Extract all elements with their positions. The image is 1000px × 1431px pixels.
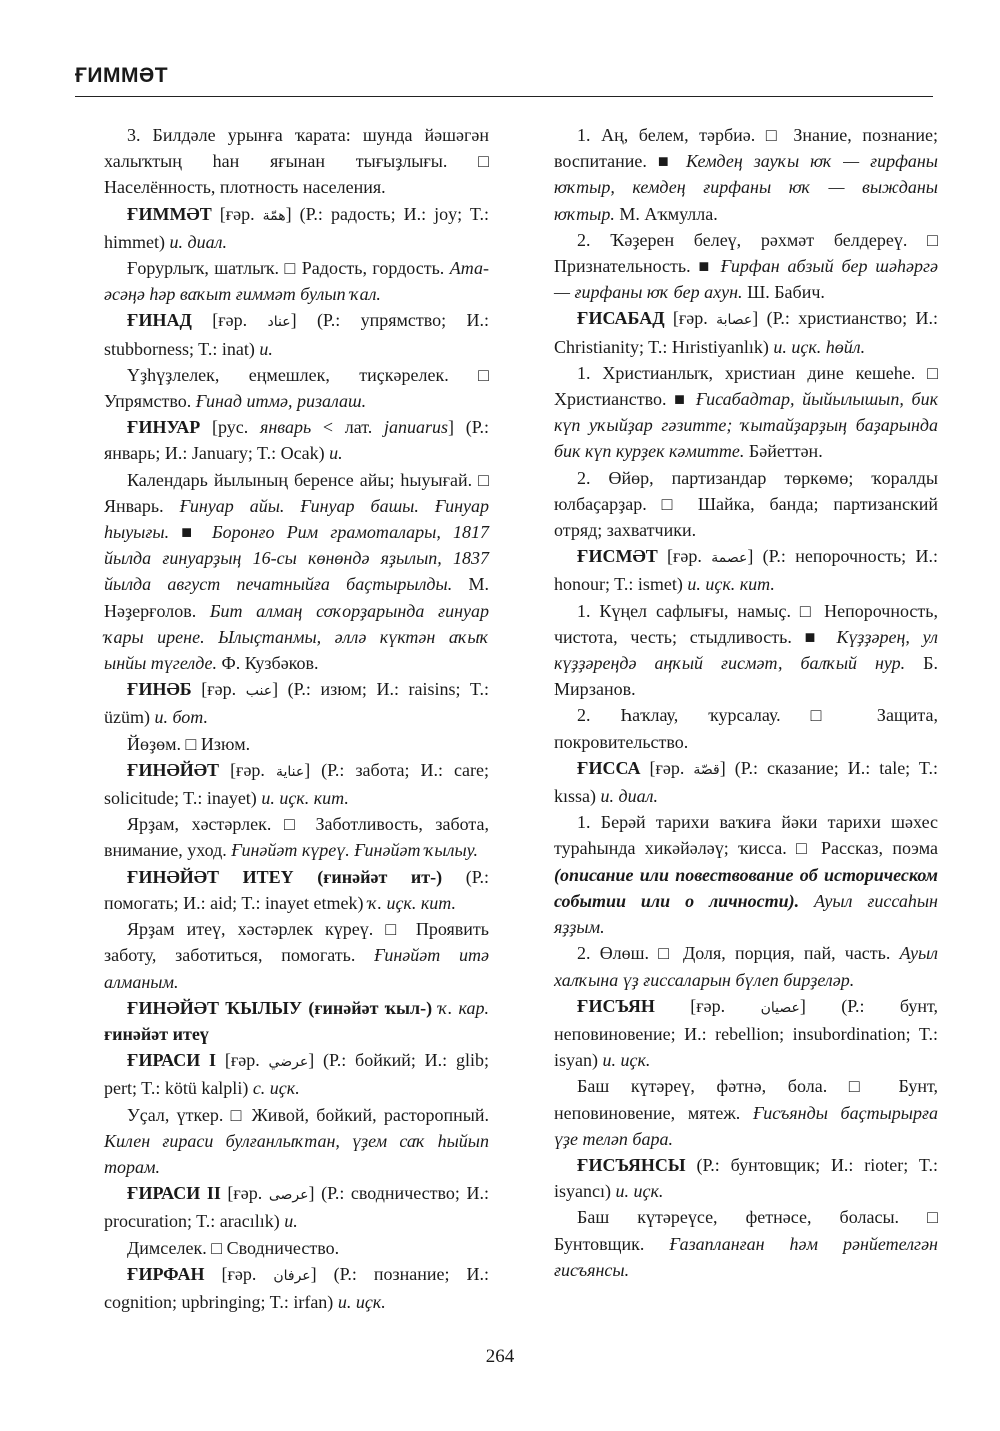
entry-gisyan bbox=[554, 993, 938, 1074]
headword: ҒИССА bbox=[577, 757, 641, 778]
etymology: [ғәр. bbox=[191, 679, 246, 700]
grammar-label: и. иҫк. bbox=[602, 1050, 651, 1071]
headword: ҒИСЪЯН bbox=[577, 995, 655, 1016]
grammar-label: и. иҫк. һөйл. bbox=[773, 336, 866, 357]
definition-paragraph bbox=[554, 465, 938, 544]
example-text: Ғинәйәт күреү. Ғинәйәт ҡылыу. bbox=[231, 840, 479, 861]
example-text: Килен ғираси булғанлыҡтан, үҙем саҡ һыйып торам. bbox=[104, 1130, 489, 1177]
example-text: Ғинад итмә, ризалаш. bbox=[195, 391, 367, 412]
headword: ҒИСАБАД bbox=[577, 308, 665, 329]
definition-paragraph bbox=[554, 122, 938, 227]
definition-text: Баш күтәреүсе, фетнәсе, боласы. □ Бунтовщик. bbox=[554, 1207, 938, 1254]
example-text: ■ Ғисабадтар, йыйылышып, бик күп уҡыйҙар гәзитте; ҡытайҙарҙың баҙарында бик күп курҙек кәмитте. bbox=[554, 389, 938, 462]
etymology: [рус. bbox=[200, 417, 260, 438]
definition-text: Йөҙөм. □ Изюм. bbox=[127, 733, 251, 754]
entry-gismat bbox=[554, 543, 938, 597]
headword: ҒИРАСИ II bbox=[127, 1183, 221, 1204]
definition-text: 1. Берәй тарихи ваҡиға йәки тарихи шәхес тураһында хикәйәләү; ҡисса. □ Рассказ, поэма bbox=[554, 812, 938, 859]
grammar-label: ҡ. иҫк. кит. bbox=[367, 892, 456, 913]
grammar-label: с. иҫк. bbox=[252, 1078, 300, 1099]
definition-text: Үҙһүҙлелек, еңмешлек, тиҫкәрелек. □ Упрямство. bbox=[104, 364, 489, 412]
grammar-label: и. иҫк. bbox=[615, 1181, 664, 1202]
citation-author: Б. Мирзанов. bbox=[554, 653, 938, 700]
etymology: [ғәр. bbox=[664, 308, 717, 329]
translations: ] (Р.: упрямство; И.: stubborness; T.: inat) bbox=[104, 310, 489, 359]
example-text: Ауыл халҡына үҙ ғиссаларын бүлеп бирҙеләр. bbox=[554, 943, 938, 990]
citation-author: Ф. Кузбәков. bbox=[217, 653, 319, 674]
definition-text: 1. Христианлыҡ, христиан дине кешеһе. □ Христианство. bbox=[554, 362, 938, 410]
definition-text: Уҫал, үткер. □ Живой, бойкий, расторопный. bbox=[127, 1104, 489, 1125]
entry-ginayat bbox=[104, 757, 489, 811]
definition-text: 2. Ҡәҙерен белеү, рәхмәт белдереү. □ Признательность. bbox=[554, 229, 938, 277]
translations: ] (Р.: сводничество; И.: procuration; T.: aracılık) bbox=[104, 1183, 489, 1232]
arabic-script: قصّة bbox=[693, 761, 720, 778]
headword: ҒИСЪЯНСЫ bbox=[577, 1154, 686, 1175]
definition-text: 2. Өйөр, партизандар төркөмө; ҡоралды юлбаҫарҙар. □ Шайка, банда; партизанский отряд; захватчики. bbox=[554, 467, 938, 541]
grammar-label: и. bbox=[284, 1211, 298, 1232]
grammar-label: и. бот. bbox=[154, 707, 209, 728]
headword: ҒИНӘБ bbox=[127, 679, 192, 700]
example-text: Ата-әсәңә һәр ваҡыт ғиммәт булып ҡал. bbox=[104, 258, 489, 305]
entry-ginayat-iteu bbox=[104, 864, 489, 916]
example-text: ■ Кемдең зауҡы юҡ — ғирфаны юҡтыр, кемдең ғирфаны юҡ — выжданы юҡтыр. bbox=[554, 151, 938, 224]
definition-paragraph bbox=[554, 227, 938, 306]
page-number: 264 bbox=[485, 1346, 515, 1367]
arabic-script: عرصى bbox=[268, 1187, 309, 1204]
citation-author: М. Аҡмулла. bbox=[614, 203, 718, 224]
grammar-label: и. иҫк. кит. bbox=[687, 574, 775, 595]
definition-paragraph bbox=[554, 809, 938, 940]
example-text: Ғазапланған һәм рәнйетелгән ғисъянсы. bbox=[554, 1233, 938, 1280]
entry-gisabad bbox=[554, 305, 938, 359]
example-text: Ғинәйәт итә алманым. bbox=[104, 945, 490, 992]
definition-text: Ярҙам, хәстәрлек. □ Заботливость, забота, внимание, уход. bbox=[104, 814, 489, 861]
running-head: ҒИММӘТ bbox=[75, 64, 169, 87]
definition-text: 1. Күңел сафлығы, намыҫ. □ Непорочность, чистота, честь; стыдливость. bbox=[554, 600, 938, 647]
example-text: Бит алмаң соҡорҙарында ғинуар ҡары ирене. Ылыҫтанмы, әллә күктән аҡыҡ ынйы түгелде. bbox=[104, 600, 489, 674]
translations: (Р.: бунтовщик; И.: rioter; T.: isyancı) bbox=[554, 1154, 938, 1202]
entry-ginayat-kylyu bbox=[104, 995, 489, 1047]
headword: ҒИНАД bbox=[127, 310, 192, 331]
definition-paragraph bbox=[554, 702, 938, 754]
headword-stem: (ғинәйәт ит-) bbox=[293, 866, 443, 887]
etymology: [ғәр. bbox=[220, 1183, 269, 1204]
etymology: [ғәр. bbox=[191, 310, 268, 331]
gloss-note: (описание или повествование об историческом событии или о личности). bbox=[554, 864, 938, 911]
right-column bbox=[554, 122, 938, 1283]
definition-paragraph bbox=[104, 916, 489, 995]
etymology: [ғәр. bbox=[216, 1050, 269, 1071]
definition-text: Димселек. □ Сводничество. bbox=[127, 1237, 340, 1258]
arabic-script: عرضي bbox=[268, 1054, 309, 1071]
etymology: [ғәр. bbox=[219, 759, 276, 780]
etymology: [ғәр. bbox=[640, 757, 694, 778]
arabic-script: عصابة bbox=[716, 312, 753, 329]
grammar-label: и. иҫк. кит. bbox=[261, 788, 349, 809]
translations: ] (Р.: радость; И.: joy; T.: himmet) bbox=[104, 203, 490, 252]
definition-paragraph bbox=[104, 467, 489, 677]
headword: ҒИРАСИ I bbox=[127, 1050, 217, 1071]
citation-author: Ш. Бабич. bbox=[742, 282, 825, 303]
definition-paragraph bbox=[554, 940, 938, 992]
definition-text: Ярҙам итеү, хәстәрлек күреү. □ Проявить заботу, заботиться, помогать. bbox=[104, 919, 489, 966]
entry-girfan bbox=[104, 1261, 489, 1315]
definition-paragraph bbox=[554, 360, 938, 465]
headword: ҒИРФАН bbox=[127, 1263, 205, 1284]
headword: ҒИНУАР bbox=[127, 417, 201, 438]
definition-paragraph bbox=[104, 362, 489, 414]
definition-text: Ғорурлыҡ, шатлыҡ. □ Радость, гордость. bbox=[127, 258, 450, 279]
translations: ] (Р.: январь; И.: January; T.: Ocak) bbox=[104, 417, 490, 464]
definition-text: 2. Һаҡлау, ҡурсалау. □ Защита, покровительство. bbox=[554, 705, 938, 752]
etymology-source: январь bbox=[259, 417, 312, 438]
example-text: Ғисъянды баҫтырырға үҙе теләп бара. bbox=[554, 1102, 938, 1149]
grammar-label: ҡ. кар. bbox=[432, 997, 489, 1018]
arabic-script: عرفان bbox=[273, 1267, 311, 1284]
definition-paragraph bbox=[104, 1102, 489, 1181]
definition-paragraph bbox=[104, 1235, 489, 1261]
definition-paragraph bbox=[554, 1073, 938, 1152]
citation-author: Бәйеттән. bbox=[744, 441, 823, 462]
headword: ҒИММӘТ bbox=[127, 203, 212, 224]
sense-paragraph bbox=[104, 122, 489, 201]
headword: ҒИСМӘТ bbox=[577, 546, 658, 567]
entry-ginab bbox=[104, 676, 489, 730]
entry-ginuar bbox=[104, 414, 489, 466]
translations: ] (Р.: бунт, неповиновение; И.: rebellion; insubordination; T.: isyan) bbox=[554, 995, 938, 1071]
citation-author: М. Нәҙерғолов. bbox=[104, 574, 489, 621]
arabic-script: عصمة bbox=[711, 550, 748, 567]
definition-text: 2. Өлөш. □ Доля, порция, пай, часть. bbox=[577, 943, 900, 964]
translations: ] (Р.: забота; И.: care; solicitude; T.: inayet) bbox=[104, 759, 489, 809]
example-text: Ауыл ғиссаһын яҙҙым. bbox=[554, 890, 938, 938]
entry-gissa bbox=[554, 755, 938, 809]
etymology: [ғәр. bbox=[211, 203, 263, 224]
grammar-label: и. bbox=[259, 338, 273, 359]
translations: ] (Р.: непорочность; И.: honour; T.: ismet) bbox=[554, 546, 938, 595]
etymology: [ғәр. bbox=[657, 546, 712, 567]
definition-paragraph bbox=[104, 811, 489, 863]
definition-paragraph bbox=[104, 731, 489, 757]
arabic-script: عصيان bbox=[760, 999, 800, 1016]
translations: ] (Р.: бойкий; И.: glib; pert; T.: kötü kalpli) bbox=[104, 1050, 489, 1099]
cross-reference: ғинәйәт итеү bbox=[104, 1023, 209, 1044]
grammar-label: и. диал. bbox=[169, 231, 227, 252]
grammar-label: и. bbox=[329, 443, 343, 464]
translations: ] (Р.: сказание; И.: tale; T.: kıssa) bbox=[554, 757, 938, 807]
definition-text: Баш күтәреү, фәтнә, бола. □ Бунт, неповиновение, мятеж. bbox=[554, 1076, 938, 1123]
left-column bbox=[104, 122, 489, 1315]
definition-text: 3. Билдәле урынға ҡарата: шунда йәшәгән халыҡтың һан яғынан тығыҙлығы. □ Населённость, плотность населения. bbox=[104, 125, 489, 198]
entry-gisyansy bbox=[554, 1152, 938, 1204]
arabic-script: عناية bbox=[275, 763, 305, 780]
etymology: [ғәр. bbox=[204, 1263, 274, 1284]
translations: ] (Р.: христианство; И.: Christianity; T.: Hıristiyanlık) bbox=[554, 308, 938, 357]
definition-paragraph bbox=[104, 255, 489, 307]
grammar-label: и. иҫк. bbox=[337, 1291, 386, 1312]
translations: ] (Р.: познание; И.: cognition; upbringing; T.: irfan) bbox=[104, 1263, 489, 1312]
arabic-script: عناد bbox=[267, 314, 291, 331]
example-text: ■ Күҙҙәрең, ул күҙҙәреңдә аңҡый ғисмәт, балҡый нур. bbox=[554, 626, 938, 674]
grammar-label: и. диал. bbox=[600, 786, 658, 807]
arabic-script: عنب bbox=[245, 683, 273, 700]
entry-girasi-1 bbox=[104, 1047, 489, 1101]
etymology-source: januarus bbox=[384, 417, 449, 438]
etymology: < лат. bbox=[311, 417, 385, 438]
headword: ҒИНӘЙӘТ ИТЕҮ bbox=[127, 866, 294, 887]
example-text: ■ Ғирфан абзый бер шәһәргә — ғирфаны юҡ бер ахун. bbox=[554, 256, 938, 303]
entry-girasi-2 bbox=[104, 1180, 489, 1234]
translations: (Р.: помогать; И.: aid; T.: inayet etmek) bbox=[104, 866, 489, 913]
translations: ] (Р.: изюм; И.: raisins; T.: üzüm) bbox=[104, 679, 489, 728]
definition-paragraph bbox=[554, 598, 938, 703]
example-text: Ғинуар айы. Ғинуар башы. Ғинуар һыуығы. ■ Боронғо Рим грамоталары, 1817 йылда ғинуарҙың 16-сы көнөндә яҙылып, 1837 йылда август печатныйға баҫтырылды. bbox=[104, 495, 489, 595]
definition-text: Календарь йылының беренсе айы; һыуығай. □ Январь. bbox=[104, 469, 489, 516]
entry-ginad bbox=[104, 307, 489, 361]
etymology: [ғәр. bbox=[654, 995, 761, 1016]
headword: ҒИНӘЙӘТ bbox=[127, 759, 220, 780]
headword-stem: (ғинәйәт ҡыл-) bbox=[302, 997, 433, 1018]
entry-himmet bbox=[104, 201, 489, 255]
definition-text: 1. Аң, белем, тәрбиә. □ Знание, познание; воспитание. bbox=[554, 125, 938, 172]
arabic-script: همّة bbox=[262, 207, 286, 224]
header-rule bbox=[75, 96, 933, 97]
headword: ҒИНӘЙӘТ ҠЫЛЫУ bbox=[127, 997, 303, 1018]
definition-paragraph bbox=[554, 1204, 938, 1283]
